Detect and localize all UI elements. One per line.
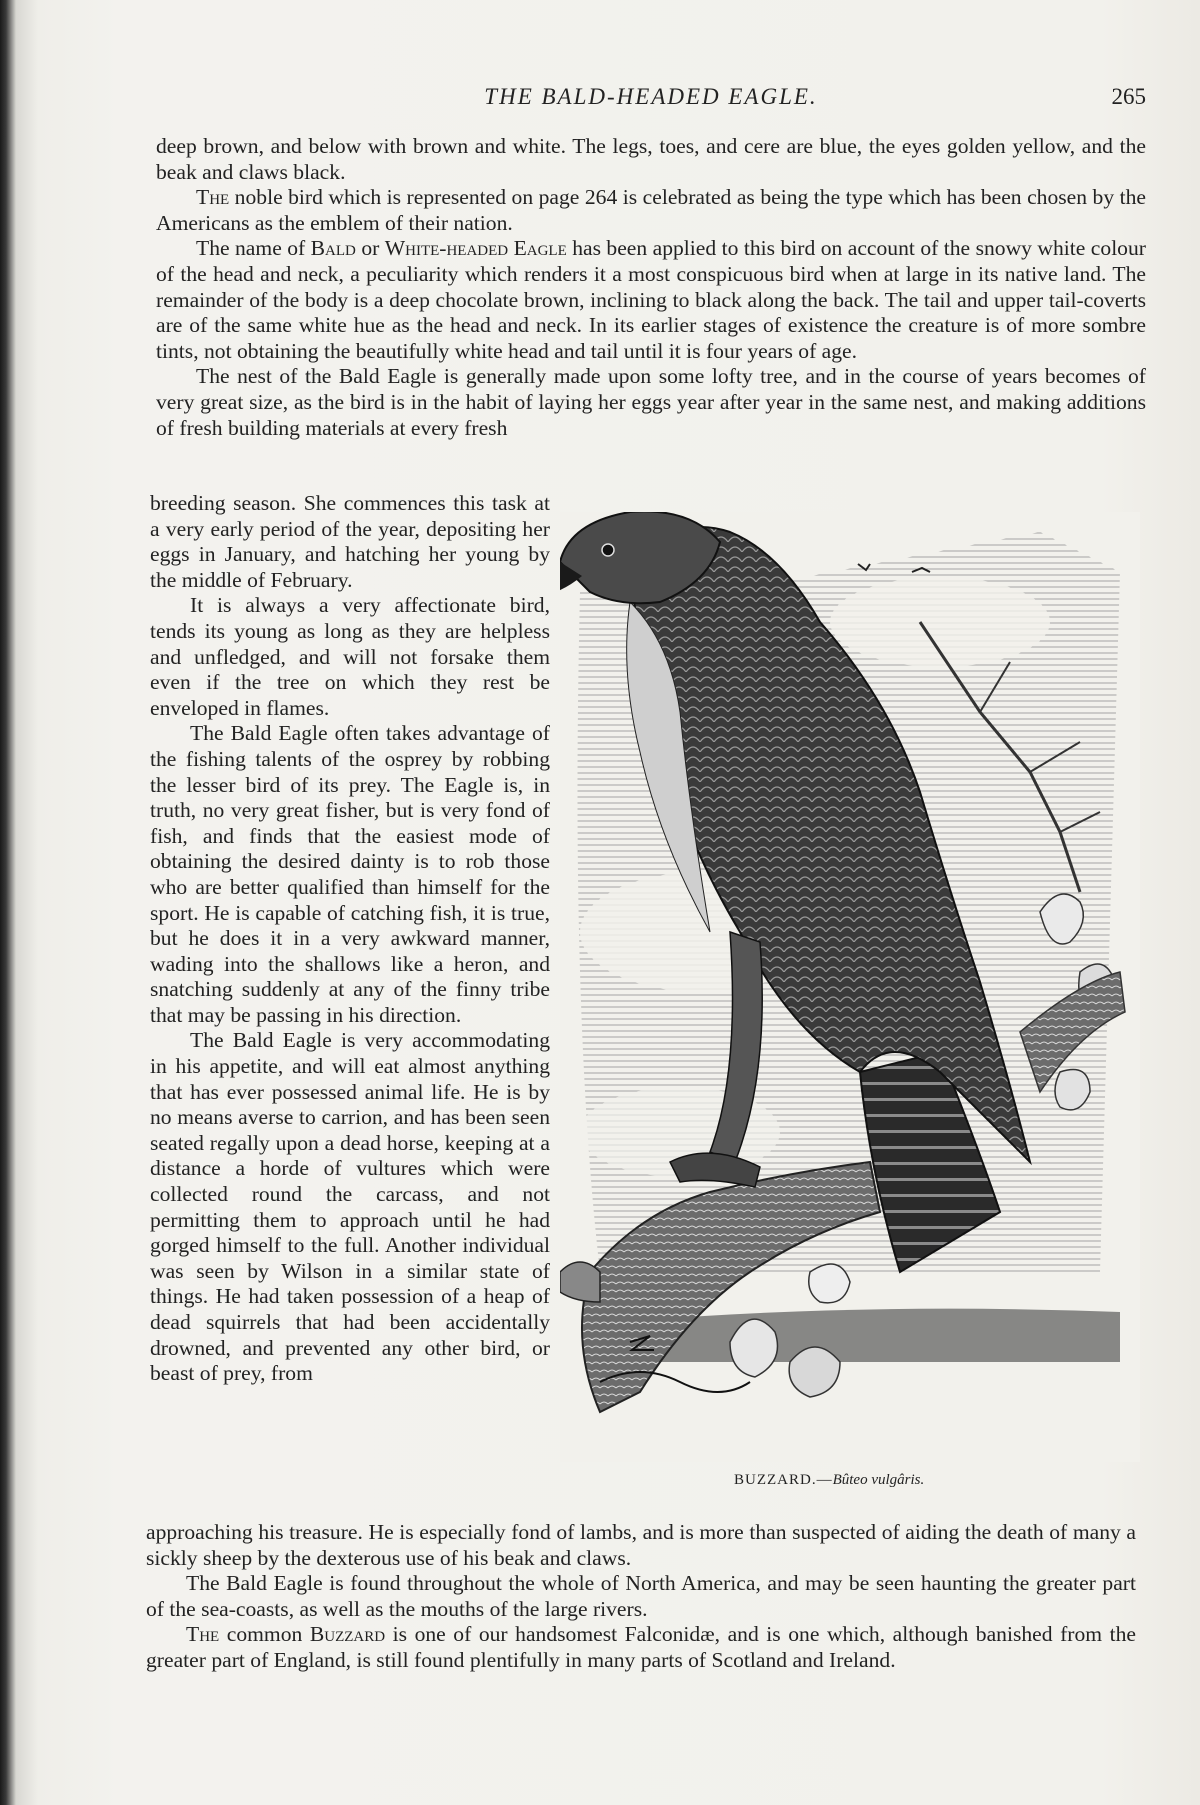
page-header	[156, 84, 1146, 118]
caption-label: BUZZARD.—	[734, 1472, 833, 1488]
paragraph-2	[156, 185, 1146, 236]
small-caps-buzzard: Buzzard	[309, 1622, 386, 1647]
buzzard-engraving	[560, 512, 1140, 1462]
paragraph-2-text: noble bird which is represented on page 264 is celebrated as being the type which has been chosen by the Americans as the emblem of their nation.	[156, 185, 1146, 235]
oak-leaf	[809, 1264, 850, 1303]
small-caps-the: The	[196, 185, 230, 210]
paragraph-3-or: or	[355, 236, 385, 261]
paragraph-6: The Bald Eagle often takes advantage of the fishing talents of the osprey by robbing the lesser bird of its prey. The Eagle is, in truth, no very great fisher, but is very fond of fish, and finds that the easiest mode of obtaining the desired dainty is to rob those who are better qualified than himself for the sport. He is capable of catching fish, it is true, but he does it in a very awkward manner, wading into the shallows like a heron, and snatching suddenly at any of the finny tribe that may be passing in his direction.	[150, 721, 550, 1027]
paragraph-4: The nest of the Bald Eagle is generally made upon some lofty tree, and in the course of years becomes of very great size, as the bird is in the habit of laying her eggs year after year in the same nest, and making additions of fresh building materials at every fresh	[156, 364, 1146, 440]
running-title: THE BALD-HEADED EAGLE.	[484, 84, 818, 109]
figure-caption	[734, 1472, 924, 1489]
small-caps-the-2: The	[186, 1622, 220, 1647]
paragraph-5: It is always a very affectionate bird, tends its young as long as they are helpless and unfledged, and will not forsake them even if the tree on which they rest be enveloped in flames.	[150, 593, 550, 720]
bottom-text-block	[146, 1520, 1136, 1674]
page-number: 265	[1111, 84, 1146, 109]
buzzard-illustration	[560, 512, 1140, 1462]
branch-stub	[560, 1262, 600, 1302]
paragraph-4-continued: breeding season. She commences this task at a very early period of the year, depositing her eggs in January, and hatching her young by the middle of February.	[150, 491, 550, 592]
paragraph-9-text: is one of our handsomest Falconidæ, and is one which, although banished from the greater part of England, is still found plentifully in many parts of Scotland and Ireland.	[146, 1622, 1136, 1672]
paragraph-1: deep brown, and below with brown and white. The legs, toes, and cere are blue, the eyes golden yellow, and the beak and claws black.	[156, 134, 1146, 184]
paragraph-9-common: common	[219, 1622, 310, 1647]
buzzard-eye	[602, 544, 614, 556]
caption-latin-name: Bûteo vulgâris.	[832, 1472, 925, 1488]
paragraph-7: The Bald Eagle is very accommodating in his appetite, and will eat almost anything that has ever possessed animal life. He is by no means averse to carrion, and has been seen seated regally upon a dead horse, keeping at a distance a horde of vultures which were collected round the carcass, and not permitting them to approach until he had gorged himself to the full. Another individual was seen by Wilson in a similar state of things. He had taken possession of a heap of dead squirrels that had been accidentally drowned, and prevented any other bird, or beast of prey, from	[150, 1028, 550, 1386]
small-caps-white-headed-eagle: White-headed Eagle	[384, 236, 567, 261]
paragraph-9	[146, 1622, 1136, 1673]
paragraph-7-continued: approaching his treasure. He is especially fond of lambs, and is more than suspected of aiding the death of many a sickly sheep by the dexterous use of his beak and claws.	[146, 1520, 1136, 1570]
paragraph-3-lead: The name of	[196, 236, 311, 261]
paragraph-3-text: has been applied to this bird on account of the snowy white colour of the head and neck, a peculiarity which renders it a most conspicuous bird when at large in its native land. The remainder of the body is a deep chocolate brown, inclining to black along the back. The tail and upper tail-coverts are of the same white hue as the head and neck. In its earlier stages of existence the creature is of more sombre tints, not obtaining the beautifully white head and tail until it is four years of age.	[156, 236, 1146, 363]
paragraph-3	[156, 236, 1146, 364]
small-caps-bald: Bald	[310, 236, 356, 261]
paragraph-8: The Bald Eagle is found throughout the whole of North America, and may be seen haunting the greater part of the sea-coasts, as well as the mouths of the large rivers.	[146, 1571, 1136, 1621]
left-column-text	[150, 491, 550, 1387]
top-text-block	[156, 134, 1146, 441]
